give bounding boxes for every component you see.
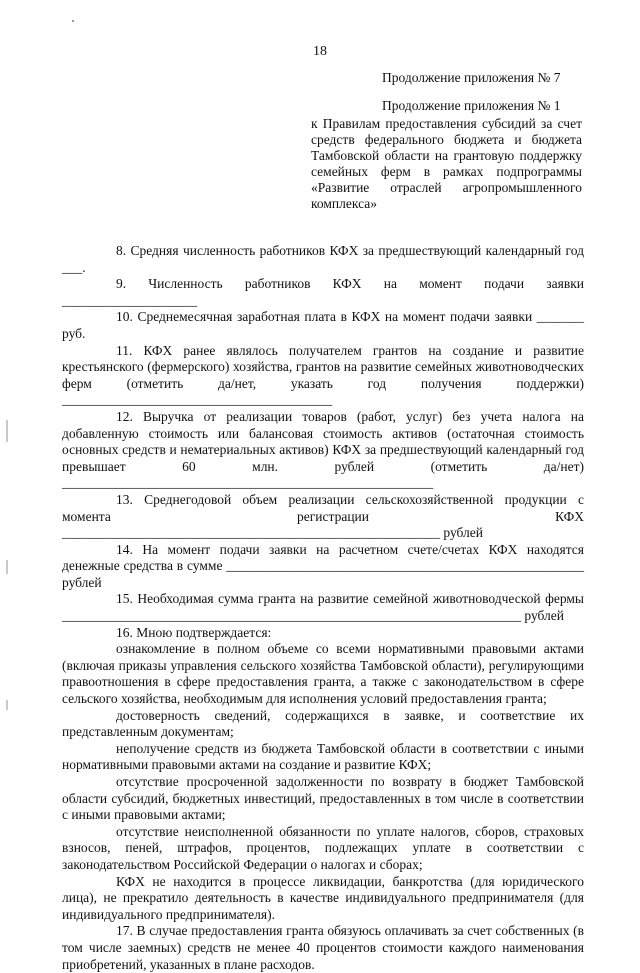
item-15: 15. Необходимая сумма гранта на развитие семейной животноводческой фермы ____________________________________________________________________ рублей [62,591,584,624]
item-17: 17. В случае предоставления гранта обязуюсь оплачивать за счет собственных (в том числе заемных) средств не менее 40 процентов стоимости каждого наименования приобретений, указанных в плане расходов. [62,923,584,972]
scan-speck [72,20,74,22]
item-12: 12. Выручка от реализации товаров (работ, услуг) без учета налога на добавленную стоимость или балансовая стоимость активов (остаточная стоимость основных средств и нематериальных активов) КФХ за предшествующий календарный год превышает 60 млн. рублей (отметить да/нет) _______________________________________________________ [62,408,584,491]
item-10: 10. Среднемесячная заработная плата в КФХ на момент подачи заявки _______ руб. [62,309,584,341]
item-9: 9. Численность работников КФХ на момент подачи заявки ____________________ [62,276,584,308]
scan-margin-mark [6,560,8,574]
item-11: 11. КФХ ранее являлось получателем грантов на создание и развитие крестьянского (фермерского) хозяйства, грантов на развитие семейных животноводческих ферм (отметить да/нет, указать год получения поддержки) ________________________________________ [62,342,584,408]
item-16: 16. Мною подтверждается: [116,624,272,640]
item-14: 14. На момент подачи заявки на расчетном счете/счетах КФХ находятся денежные средства в сумме _____________________________________________________ рублей [62,541,584,590]
confirmation-reliability: достоверность сведений, содержащихся в заявке, и соответствие их представленным документам; [62,707,584,740]
item-8: 8. Средняя численность работников КФХ за предшествующий календарный год ___. [62,243,584,275]
continuation-heading-1-text: Продолжение приложения № 1 [382,98,561,113]
confirmation-no-funds: неполучение средств из бюджета Тамбовской области в соответствии с иными нормативными правовыми актами на создание и развитие КФХ; [62,740,584,773]
document-body [62,243,584,973]
appendix-basis: к Правилам предоставления субсидий за счет средств федерального бюджета и бюджета Тамбовской области на грантовую поддержку семейных ферм в рамках подпрограммы «Развитие отраслей агропромышленного комплекса» [311,116,582,211]
confirmation-no-debt: отсутствие просроченной задолженности по возврату в бюджет Тамбовской области субсидий, бюджетных инвестиций, предоставленных в том числе в соответствии с иными правовыми актами; [62,774,584,823]
scan-margin-mark [6,700,8,710]
continuation-heading-7-text: Продолжение приложения № 7 [382,70,561,85]
item-13: 13. Среднегодовой объем реализации сельскохозяйственной продукции с момента регистрации КФХ ________________________________________________________ рублей [62,491,584,541]
page-number: 18 [313,44,327,59]
confirmation-familiarization: ознакомление в полном объеме со всеми нормативными правовыми актами (включая приказы управления сельского хозяйства Тамбовской области), регулирующими правоотношения в сфере предоставления гранта, а также с законодательством в сфере сельского хозяйства, необходимым для исполнения условий предоставления гранта; [62,641,584,707]
scan-margin-mark [6,420,8,442]
confirmation-no-tax-arrears: отсутствие неисполненной обязанности по уплате налогов, сборов, страховых взносов, пеней, штрафов, процентов, подлежащих уплате в соответствии с законодательством Российской Федерации о налогах и сборах; [62,823,584,872]
confirmation-not-liquidated: КФХ не находится в процессе ликвидации, банкротства (для юридического лица), не прекратило деятельность в качестве индивидуального предпринимателя (для индивидуального предпринимателя). [62,873,584,922]
